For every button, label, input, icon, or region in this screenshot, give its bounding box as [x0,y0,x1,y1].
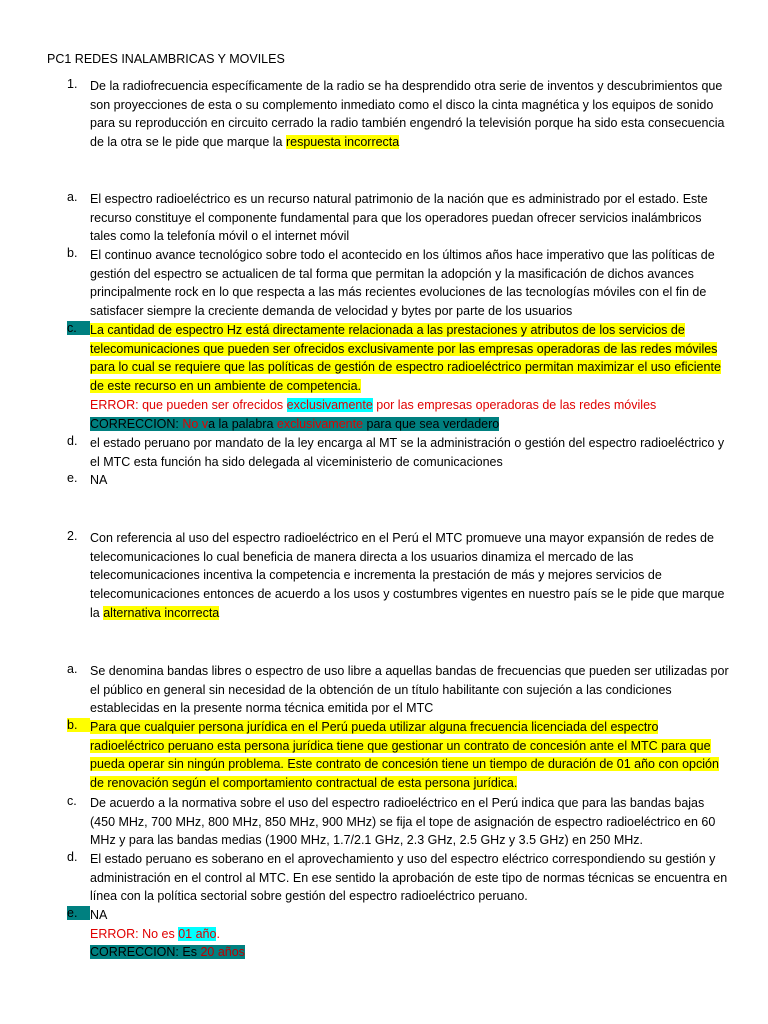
question-1-correction-pre: CORRECCION: [90,416,183,431]
question-1-option-a-label: a. [67,190,78,204]
question-2-stem-highlight: alternativa incorrecta [103,605,220,620]
question-2-error-note [90,927,220,941]
question-1-option-d: el estado peruano por mandato de la ley encarga al MT se la administración o gestión del espectro radioeléctrico y el MTC esta función ha sido delegada al viceministerio de comunicaciones [90,436,725,469]
question-1-option-c-label: c. [67,321,90,335]
question-1-correction-mid: a la palabra [208,416,277,431]
question-2-option-b-label: b. [67,718,90,732]
question-1-correction-red: No v [182,416,209,431]
question-2-option-c-label: c. [67,794,77,808]
question-1-error-highlight: exclusivamente [286,397,373,412]
question-1-error-note [90,398,656,412]
question-1-option-c [90,321,730,433]
question-1-stem-text: De la radiofrecuencia específicamente de la radio se ha desprendido otra serie de inventos y descubrimientos que son proyecciones de esta o su complemento inmediato como el disco la cinta magnética y los equipos de sonido para su reproducción en circuito cerrado la radio también engendró la televisión porque ha sido esta consecuencia de la otra se le pide que marque la [90,79,725,150]
question-2-error-pre: ERROR: No es [90,926,179,941]
question-2-stem [90,529,730,623]
question-2-correction-pre: CORRECCION: Es [90,945,201,960]
question-2-option-a: Se denomina bandas libres o espectro de uso libre a aquellas bandas de frecuencias que pueden ser utilizadas por el público en general sin necesidad de la obtención de un título habilitante con sujeción a las condiciones establecidas en la presente norma técnica emitida por el MTC [90,664,729,716]
question-1-option-b-label: b. [67,246,78,260]
question-2-option-e-label: e. [67,906,90,920]
question-1-stem [90,77,730,152]
question-2-option-e-block [90,906,730,962]
question-1-correction-post: para que sea verdadero [363,416,500,431]
question-1-option-e: NA [90,473,108,487]
question-1-error-pre: ERROR: que pueden ser ofrecidos [90,397,287,412]
question-1-stem-highlight: respuesta incorrecta [285,135,400,150]
question-2-option-b-text: Para que cualquier persona jurídica en el Perú pueda utilizar alguna frecuencia licenciada del espectro radioeléctrico peruano esta persona jurídica tiene que gestionar un contrato de concesión ante el MTC para que pueda operar sin ningún problema. Este contrato de concesión tiene un tiempo de duración de 01 año con opción de renovación según el comportamiento contractual de esta persona jurídica. [90,720,719,791]
question-2-error-post: . [216,926,220,941]
question-1-correction [90,417,499,431]
question-2-error-highlight: 01 año [178,926,217,941]
question-2-stem-text: Con referencia al uso del espectro radioeléctrico en el Perú el MTC promueve una mayor expansión de redes de telecomunicaciones lo cual beneficia de manera directa a los usuarios dinamiza el mercado de las telecomunicaciones incentiva la competencia e incrementa la prestación de más y mejores servicios de telecomunicaciones entonces de acuerdo a los usos y costumbres vigentes en nuestro país se le pide que marque la [90,531,725,620]
document-title: PC1 REDES INALAMBRICAS Y MOVILES [47,52,285,66]
question-2-option-b [90,718,730,793]
question-1-correction-word: exclusivamente [276,416,364,431]
question-1-number: 1. [67,77,78,91]
question-2-option-d: El estado peruano es soberano en el aprovechamiento y uso del espectro eléctrico correspondiendo su gestión y administración en el control al MTC. En ese sentido la aprobación de este tipo de normas técnicas se encuentra en línea con la política sectorial sobre gestión del espectro radioeléctrico peruano. [90,852,728,904]
question-2-number: 2. [67,529,78,543]
question-1-option-d-label: d. [67,434,78,448]
question-2-correction [90,945,245,959]
question-1-option-e-label: e. [67,471,78,485]
question-2-option-c: De acuerdo a la normativa sobre el uso del espectro radioeléctrico en el Perú indica que para las bandas bajas (450 MHz, 700 MHz, 800 MHz, 850 MHz, 900 MHz) se fija el tope de asignación de espectro radioeléctrico en 60 MHz y para las bandas medias (1900 MHz, 1.7/2.1 GHz, 2.3 GHz, 2.5 GHz y 3.5 GHz) en 250 MHz. [90,796,716,848]
question-2-option-e: NA [90,908,108,922]
question-1-option-b: El continuo avance tecnológico sobre todo el acontecido en los últimos años hace imperativo que las políticas de gestión del espectro se actualicen de tal forma que permitan la adopción y la masificación de dichos avances principalmente rock en lo que respecta a las más recientes evoluciones de las tecnologías móviles con el fin de satisfacer siempre la creciente demanda de velocidad y bytes por parte de los usuarios [90,248,715,319]
question-1-error-post: por las empresas operadoras de las redes móviles [372,397,657,412]
question-2-option-a-label: a. [67,662,78,676]
question-2-correction-value: 20 años [200,945,245,960]
question-1-option-c-text: La cantidad de espectro Hz está directamente relacionada a las prestaciones y atributos de los servicios de telecomunicaciones que pueden ser ofrecidos exclusivamente por las empresas operadoras de las redes móviles para lo cual se requiere que las políticas de gestión de espectro radioeléctrico permitan maximizar el uso eficiente de este recurso en un ambiente de competencia. [90,323,721,394]
question-2-option-d-label: d. [67,850,78,864]
question-1-option-a: El espectro radioeléctrico es un recurso natural patrimonio de la nación que es administrado por el estado. Este recurso constituye el componente fundamental para que los operadores puedan ofrecer servicios inalámbricos tales como la telefonía móvil o el internet móvil [90,192,708,244]
